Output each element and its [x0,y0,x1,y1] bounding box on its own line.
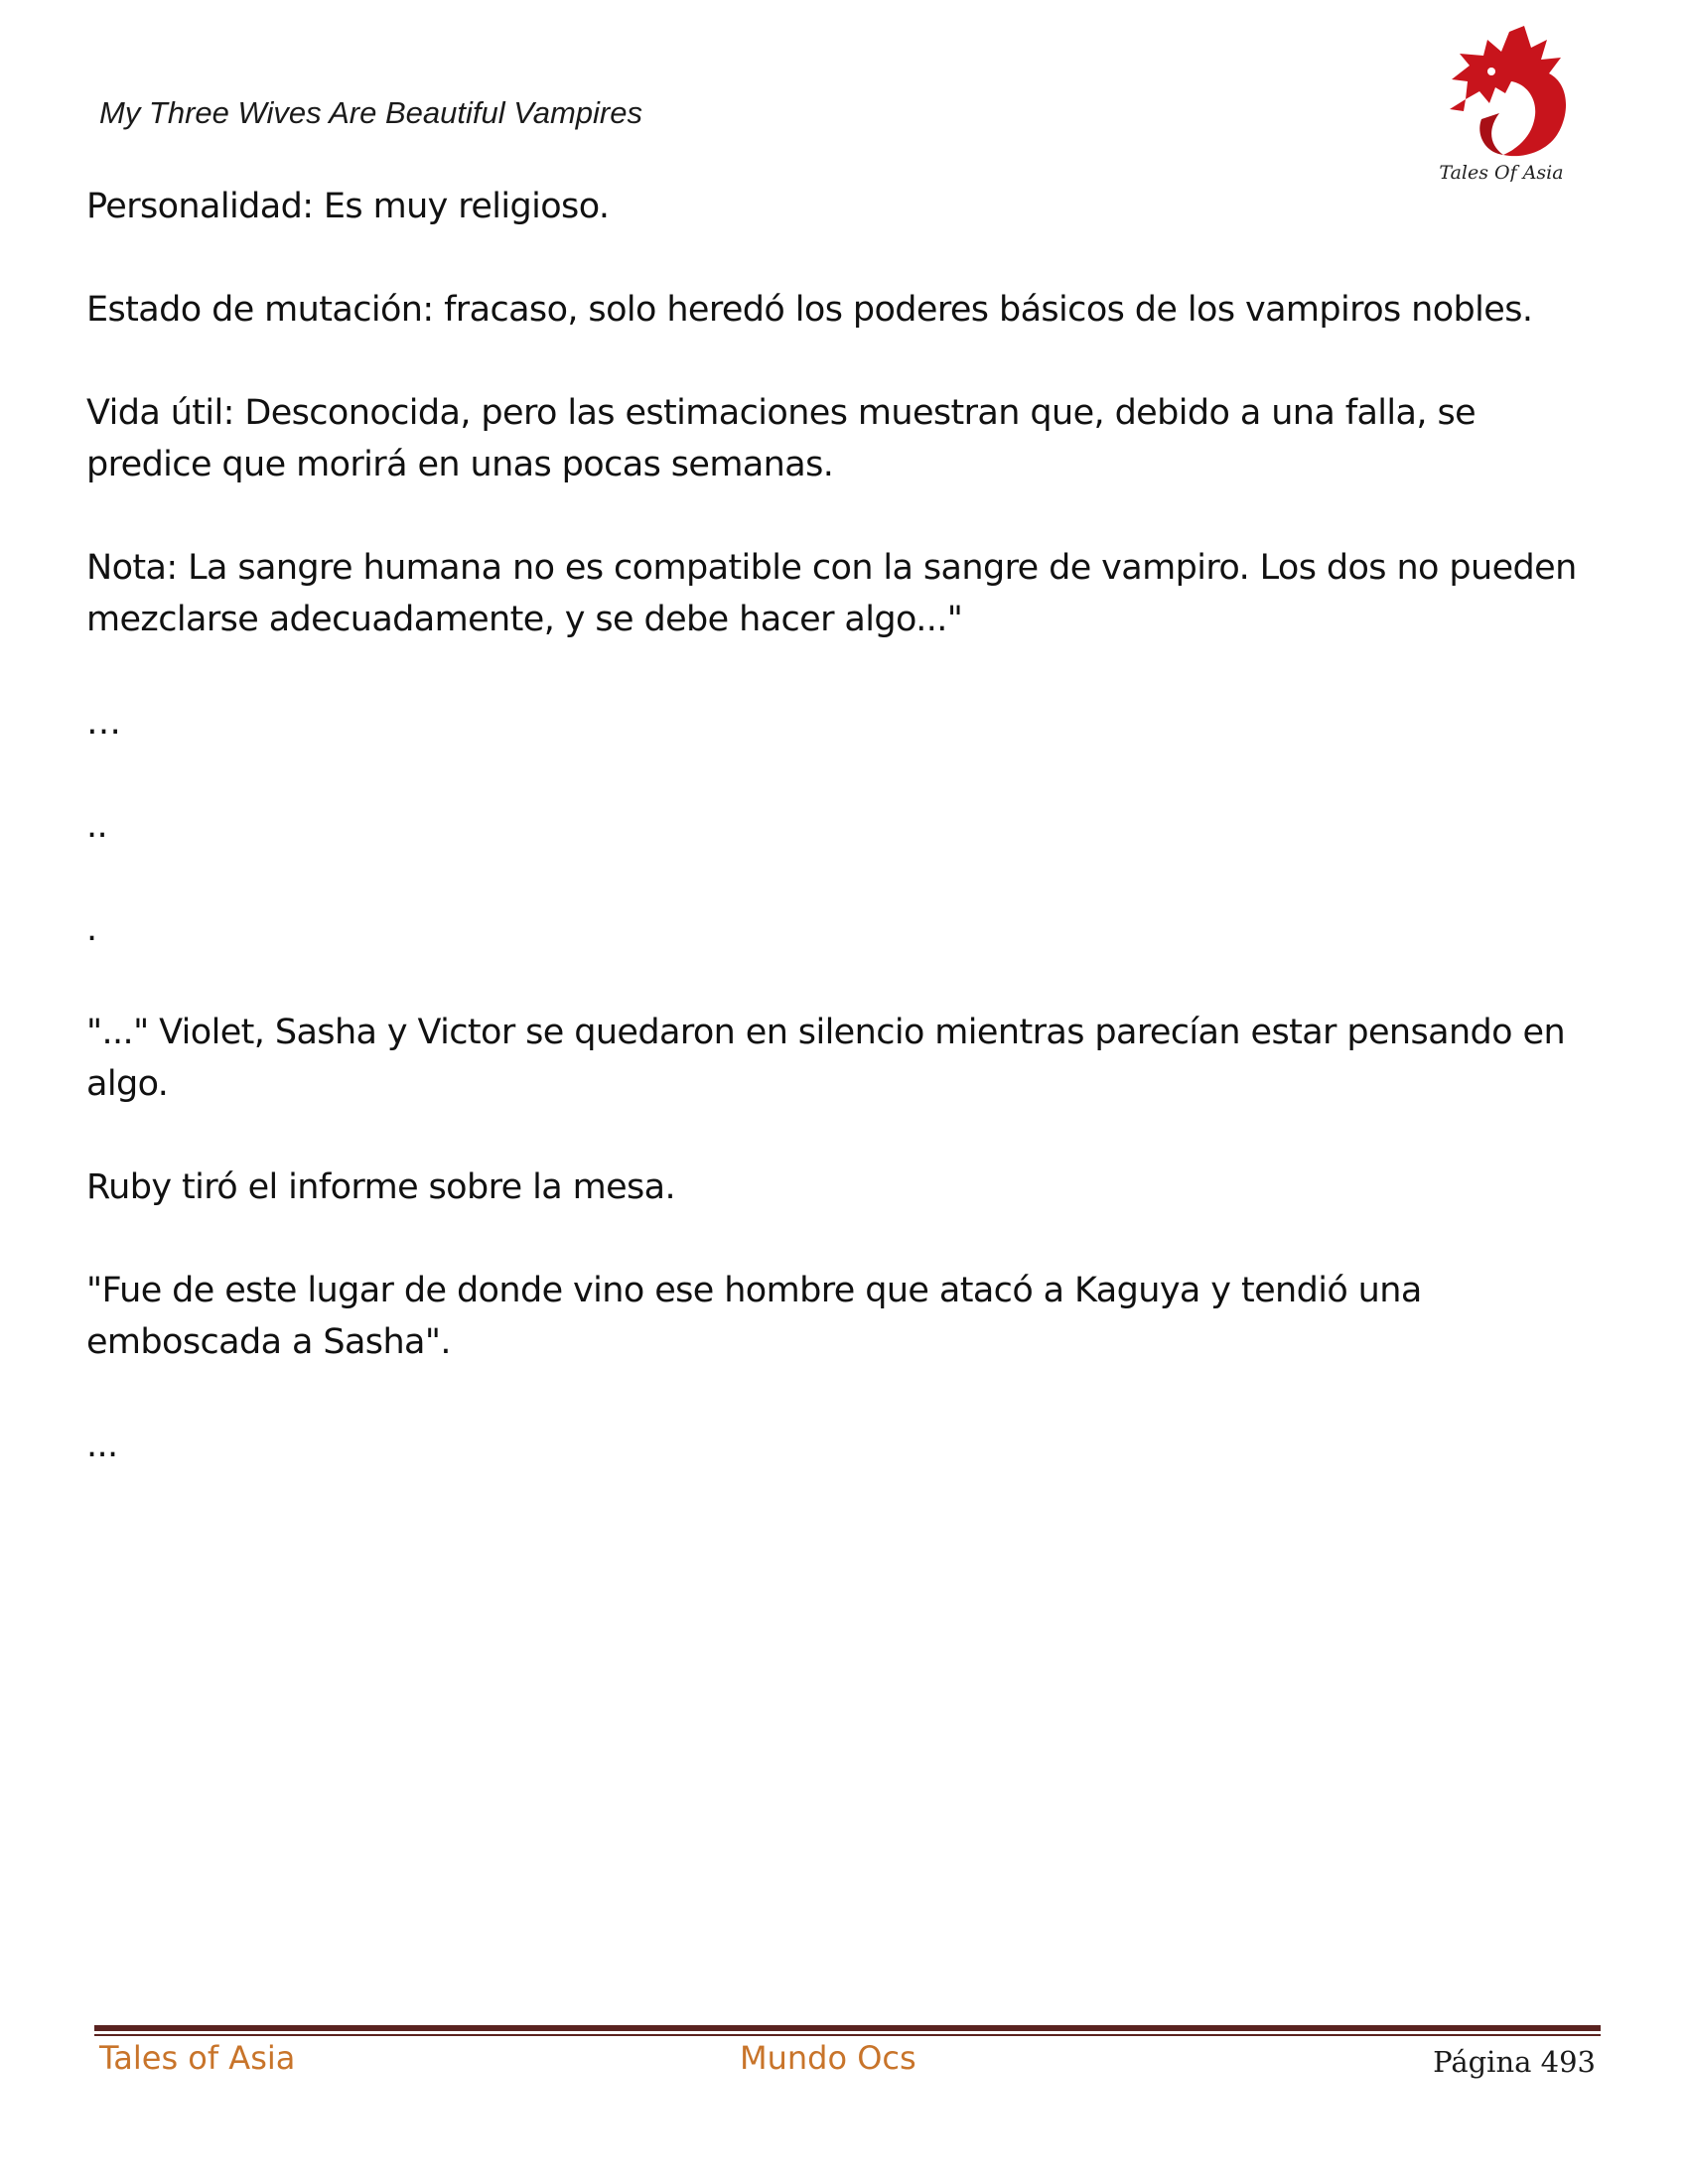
paragraph: .. [86,806,108,846]
paragraph: … [86,703,121,743]
logo-text: Tales Of Asia [1439,162,1564,182]
paragraph: Vida útil: Desconocida, pero las estimaciones muestran que, debido a una falla, se predice que morirá en unas pocas semanas. [86,393,1477,484]
page-number: Página 493 [1433,2045,1596,2079]
paragraph: Personalidad: Es muy religioso. [86,187,610,226]
paragraph: ... [86,1426,118,1465]
paragraph: . [86,909,97,949]
paragraph: "Fue de este lugar de donde vino ese hombre que atacó a Kaguya y tendió una emboscada a Sasha". [86,1271,1422,1362]
paragraph: "..." Violet, Sasha y Victor se quedaron en silencio mientras parecían estar pensando en algo. [86,1013,1566,1104]
running-header-title: My Three Wives Are Beautiful Vampires [99,95,642,130]
paragraph: Ruby tiró el informe sobre la mesa. [86,1167,676,1207]
tales-of-asia-logo [1430,18,1579,182]
footer-section: Mundo Ocs [740,2039,916,2077]
body-text [86,181,1606,1523]
footer-publisher: Tales of Asia [99,2039,296,2077]
paragraph: Estado de mutación: fracaso, solo heredó los poderes básicos de los vampiros nobles. [86,290,1533,330]
red-dragon-icon [1430,18,1579,182]
footer-rule [94,2025,1601,2036]
paragraph: Nota: La sangre humana no es compatible con la sangre de vampiro. Los dos no pueden mezclarse adecuadamente, y se debe hacer algo..." [86,548,1577,639]
